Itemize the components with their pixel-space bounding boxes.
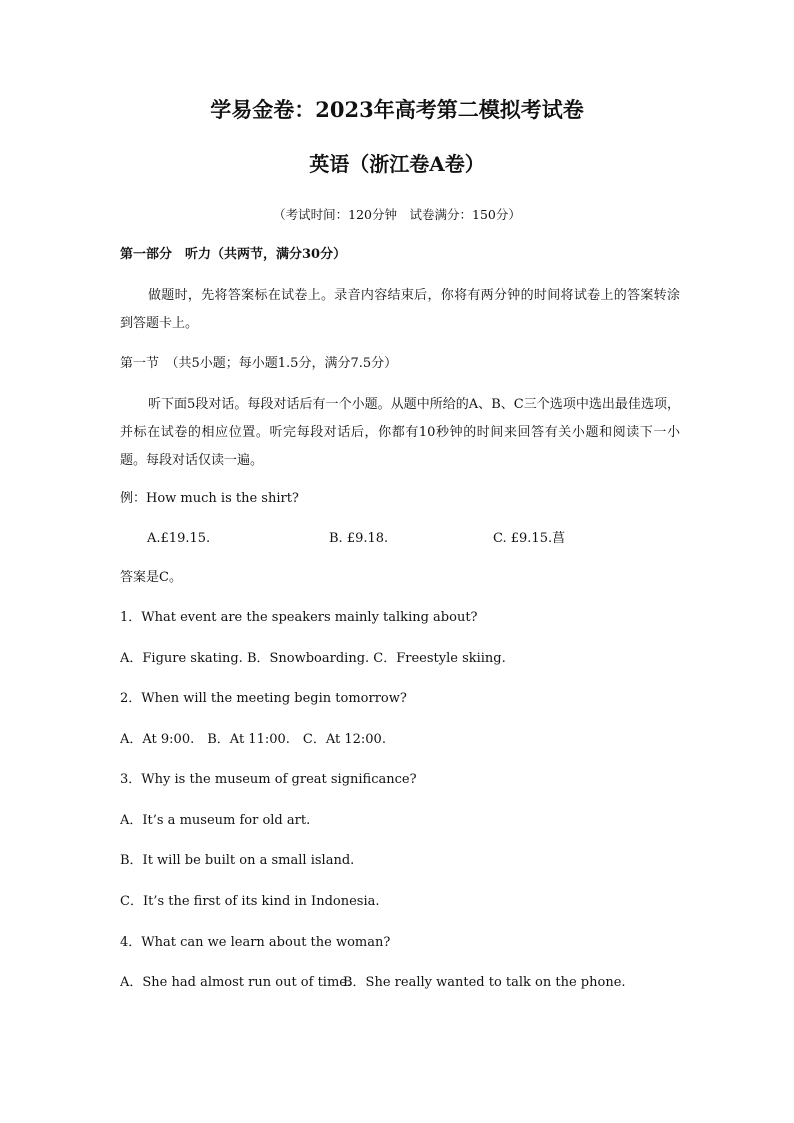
exam-info: （考试时间：120分钟 试卷满分：150分） (273, 207, 521, 222)
example-answer: 答案是C。 (120, 570, 182, 585)
question-1: 1．What event are the speakers mainly talking about? (120, 610, 478, 625)
question-2-options: A．At 9:00. B．At 11:00. C．At 12:00. (120, 732, 386, 747)
question-4-option-b: B．She really wanted to talk on the phone. (343, 975, 626, 990)
example-option-b: B. £9.18. (329, 531, 389, 546)
question-3: 3．Why is the museum of great significance? (120, 772, 417, 787)
example-question: 例：How much is the shirt? (120, 491, 299, 506)
question-2: 2．When will the meeting begin tomorrow? (120, 691, 407, 706)
example-option-c: C. £9.15.菖 (493, 531, 566, 546)
question-3-option-a: A．It’s a museum for old art. (120, 813, 311, 828)
example-option-a: A.£19.15. (147, 531, 211, 546)
question-3-option-b: B．It will be built on a small island. (120, 853, 355, 868)
part1-instructions: 做题时，先将答案标在试卷上。录音内容结束后，你将有两分钟的时间将试卷上的答案转涂到答题卡上。 (120, 288, 680, 331)
exam-subtitle: 英语（浙江卷A卷） (309, 152, 485, 176)
part1-heading: 第一部分 听力（共两节，满分30分） (120, 247, 347, 262)
question-4: 4．What can we learn about the woman? (120, 935, 391, 950)
exam-title: 学易金卷：2023年高考第二模拟考试卷 (210, 97, 584, 122)
question-1-options: A．Figure skating. B．Snowboarding. C．Freestyle skiing. (120, 651, 506, 666)
section1-heading: 第一节 （共5小题；每小题1.5分，满分7.5分） (120, 356, 398, 371)
question-4-option-a: A．She had almost run out of time. (120, 975, 352, 990)
section1-instructions: 听下面5段对话。每段对话后有一个小题。从题中所给的A、B、C三个选项中选出最佳选项，并标在试卷的相应位置。听完每段对话后，你都有10秒钟的时间来回答有关小题和阅读下一小题。每段对话仅读一遍。 (120, 397, 680, 468)
question-3-option-c: C．It’s the first of its kind in Indonesia. (120, 894, 380, 909)
